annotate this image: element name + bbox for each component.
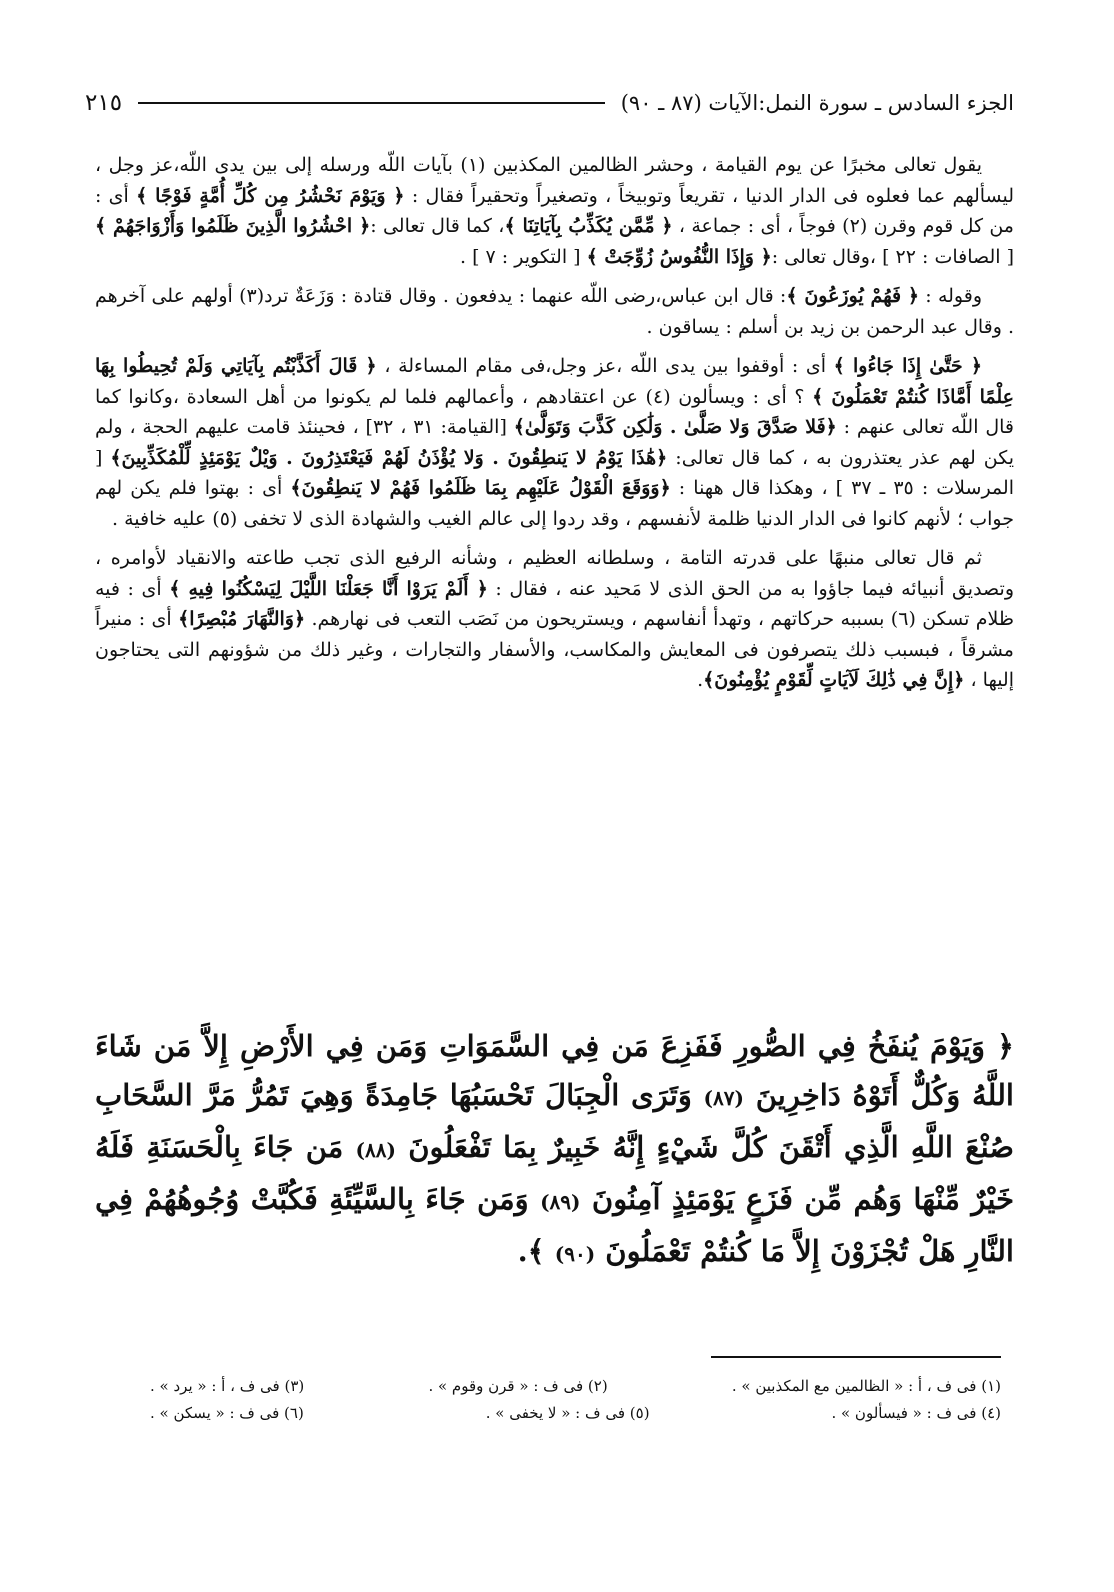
footnote-ref: (٥)	[212, 507, 238, 530]
text: .	[697, 669, 704, 691]
ayah-90: وَمَن جَاءَ بِالسَّيِّئَةِ فَكُبَّتْ وُجُوهُهُمْ فِي النَّارِ هَلْ تُجْزَوْنَ إِلاَّ مَا كُنتُمْ تَعْمَلُونَ	[95, 1182, 1014, 1268]
footnote-ref: (٣)	[239, 285, 265, 307]
quran-quote: ﴿ وَيَوْمَ نَحْشُرُ مِن كُلِّ أُمَّةٍ فَوْجًا ﴾	[136, 184, 405, 207]
ayah-87: وَيَوْمَ يُنفَخُ فِي الصُّورِ فَفَزِعَ مَن فِي السَّمَوَاتِ وَمَن فِي الأَرْضِ إِلاَّ مَن شَاءَ اللَّهُ وَكُلٌّ أَتَوْهُ دَاخِرِينَ	[95, 1029, 1014, 1112]
footnote-2: (٢) فى ف : « قرن وقوم » .	[428, 1377, 608, 1395]
ayah-number-marker: (٩٠)	[554, 1242, 596, 1266]
text: [ المرسلات : ٣٥ ـ ٣٧ ] ، وهكذا قال ههنا :	[95, 446, 1014, 499]
paragraph-2	[95, 281, 1014, 342]
text: عن اعتقادهم ، وأعمالهم فلما لم يكونوا من أهل السعادة ،وكانوا كما قال اللّه تعالى عنهم :	[95, 385, 1014, 438]
page-header	[85, 85, 1014, 121]
footnote-separator	[711, 1356, 1001, 1358]
text: أى : فيه ظلام تسكن	[95, 577, 1015, 630]
text: أى : أوقفوا بين يدى اللّه ،عز وجل،فى مقام المساءلة ،	[376, 355, 834, 377]
footnote-1: (١) فى ف ، أ : « الظالمين مع المكذبين » .	[731, 1377, 1001, 1395]
quran-quote: ﴿هَٰذَا يَوْمُ لا يَنطِقُونَ . وَلا يُؤْذَنُ لَهُمْ فَيَعْتَذِرُونَ . وَيْلٌ يَوْمَئِذٍ لِّلْمُكَذِّبِينَ﴾	[110, 446, 668, 469]
quran-quote: ﴿ فَهُمْ يُوزَعُونَ ﴾	[786, 285, 920, 307]
text: ثم قال تعالى منبهًا على قدرته التامة ، وسلطانه العظيم ، وشأنه الرفيع الذى تجب طاعته والانقياد لأوامره ، وتصديق أنبيائه فيما جاؤوا به من الحق الذى لا مَحيد عنه ، فقال :	[95, 547, 1014, 600]
running-title: الجزء السادس ـ سورة النمل:الآيات (٨٧ ـ ٩٠)	[620, 91, 1014, 115]
ayah-88: وَتَرَى الْجِبَالَ تَحْسَبُهَا جَامِدَةً وَهِيَ تَمُرُّ مَرَّ السَّحَابِ صُنْعَ اللَّهِ الَّذِي أَتْقَنَ كُلَّ شَيْءٍ إِنَّهُ خَبِيرٌ بِمَا تَفْعَلُونَ	[95, 1078, 1014, 1164]
text: أى : بهتوا فلم يكن لهم جواب ؛ لأنهم كانوا فى الدار الدنيا ظلمة لأنفسهم ، وقد ردوا إلى عالم الغيب والشهادة الذى لا تخفى	[95, 477, 1014, 530]
text: ، كما قال تعالى :	[370, 215, 505, 237]
footnote-3: (٣) فى ف ، أ : « يرد » .	[150, 1377, 305, 1395]
text: أى : منيراً مشرقاً ، فبسبب ذلك يتصرفون فى المعايش والمكاسب، والأسفار والتجارات ، وغير ذلك من شؤونهم التى يحتاجون إليها ،	[95, 608, 1014, 691]
text: عليه خافية .	[112, 507, 213, 530]
text: : قال ابن عباس،رضى اللّه عنهما : يدفعون . وقال قتادة : وَزَعَةٌ ترد	[264, 285, 787, 307]
footnote-ref: (٢)	[842, 215, 868, 237]
footnote-row	[150, 1400, 1001, 1427]
header-rule	[138, 102, 605, 104]
text: يقول تعالى مخبرًا عن يوم القيامة ، وحشر الظالمين المكذبين	[485, 154, 983, 176]
text: أولهم على آخرهم . وقال عبد الرحمن بن زيد بن أسلم : يساقون .	[95, 285, 1014, 338]
ayah-number-marker: (٨٩)	[540, 1190, 581, 1214]
footnote-ref: (١)	[460, 154, 486, 176]
quran-quote: ﴿ احْشُرُوا الَّذِينَ ظَلَمُوا وَأَزْوَاجَهُمْ ﴾	[95, 215, 371, 237]
text: بآيات اللّه ورسله إلى بين يدى اللّه،عز وجل ، ليسألهم عما فعلوه فى الدار الدنيا ، تقريعاً وتوبيخاً ، وتصغيراً وتحقيراً فقال :	[95, 154, 1015, 207]
ayah-number-marker: (٨٧)	[703, 1086, 744, 1110]
paragraph-3	[95, 351, 1014, 534]
quran-quote: ﴿ حَتَّىٰ إِذَا جَاءُوا ﴾	[833, 355, 983, 377]
quran-quote: ﴿إِنَّ فِي ذَٰلِكَ لَآيَاتٍ لِّقَوْمٍ يُؤْمِنُونَ﴾	[703, 669, 965, 691]
footnote-ref: (٦)	[890, 608, 916, 630]
text: [ التكوير : ٧ ] .	[460, 245, 587, 268]
text: أى : من كل قوم وقرن	[95, 184, 1014, 237]
text: [القيامة: ٣١ ، ٣٢] ، فحينئذ قامت عليهم الحجة ، ولم يكن لهم عذر يعتذرون به ، كما قال تعالى:	[95, 416, 1015, 469]
quran-quote: ﴿ قَالَ أَكَذَّبْتُم بِآيَاتِي وَلَمْ تُحِيطُوا بِهَا عِلْمًا أَمَّاذَا كُنتُمْ تَعْمَلُونَ ﴾	[95, 355, 1015, 408]
footnote-6: (٦) فى ف : « يسكن » .	[150, 1404, 304, 1422]
footnote-row	[150, 1373, 1001, 1400]
quran-quote: ﴿ مِّمَّن يُكَذِّبُ بِآيَاتِنَا ﴾	[504, 215, 673, 237]
ornate-bracket-open: ﴿	[997, 1029, 1014, 1063]
quran-quote: ﴿فَلا صَدَّقَ وَلا صَلَّىٰ . وَلَٰكِن كَذَّبَ وَتَوَلَّىٰ﴾	[513, 416, 837, 438]
text: فوجاً ، أى : جماعة ،	[672, 215, 843, 237]
quran-verses	[95, 1022, 1014, 1279]
quran-quote: ﴿وَالنَّهَارَ مُبْصِرًا﴾	[178, 608, 306, 630]
footnotes	[150, 1373, 1001, 1427]
text: وقوله :	[919, 285, 983, 307]
quran-quote: ﴿وَوَقَعَ الْقَوْلُ عَلَيْهِم بِمَا ظَلَمُوا فَهُمْ لا يَنطِقُونَ﴾	[290, 477, 671, 499]
ayah-89: مَن جَاءَ بِالْحَسَنَةِ فَلَهُ خَيْرٌ مِّنْهَا وَهُم مِّن فَزَعٍ يَوْمَئِذٍ آمِنُونَ	[95, 1130, 1014, 1216]
quran-quote: ﴿ وَإِذَا النُّفُوسُ زُوِّجَتْ ﴾	[586, 245, 772, 268]
ornate-bracket-close: ﴾.	[517, 1234, 545, 1268]
paragraph-4	[95, 543, 1014, 696]
commentary-text	[95, 150, 1014, 705]
text: ؟ أى : ويسألون	[670, 385, 813, 408]
ayah-number-marker: (٨٨)	[355, 1138, 396, 1162]
quran-quote: ﴿ أَلَمْ يَرَوْا أَنَّا جَعَلْنَا اللَّيْلَ لِيَسْكُنُوا فِيهِ ﴾	[169, 577, 488, 600]
text: [ الصافات : ٢٢ ] ،وقال تعالى :	[771, 245, 1014, 268]
footnote-4: (٤) فى ف : « فيسألون » .	[831, 1404, 1001, 1422]
footnote-5: (٥) فى ف : « لا يخفى » .	[485, 1404, 650, 1422]
text: بسببه حركاتهم ، وتهدأ أنفاسهم ، ويستريحون من نَصَب التعب فى نهارهم.	[305, 608, 891, 630]
footnote-ref: (٤)	[645, 385, 671, 408]
page-number: ٢١٥	[85, 90, 123, 116]
paragraph-1	[95, 150, 1014, 272]
